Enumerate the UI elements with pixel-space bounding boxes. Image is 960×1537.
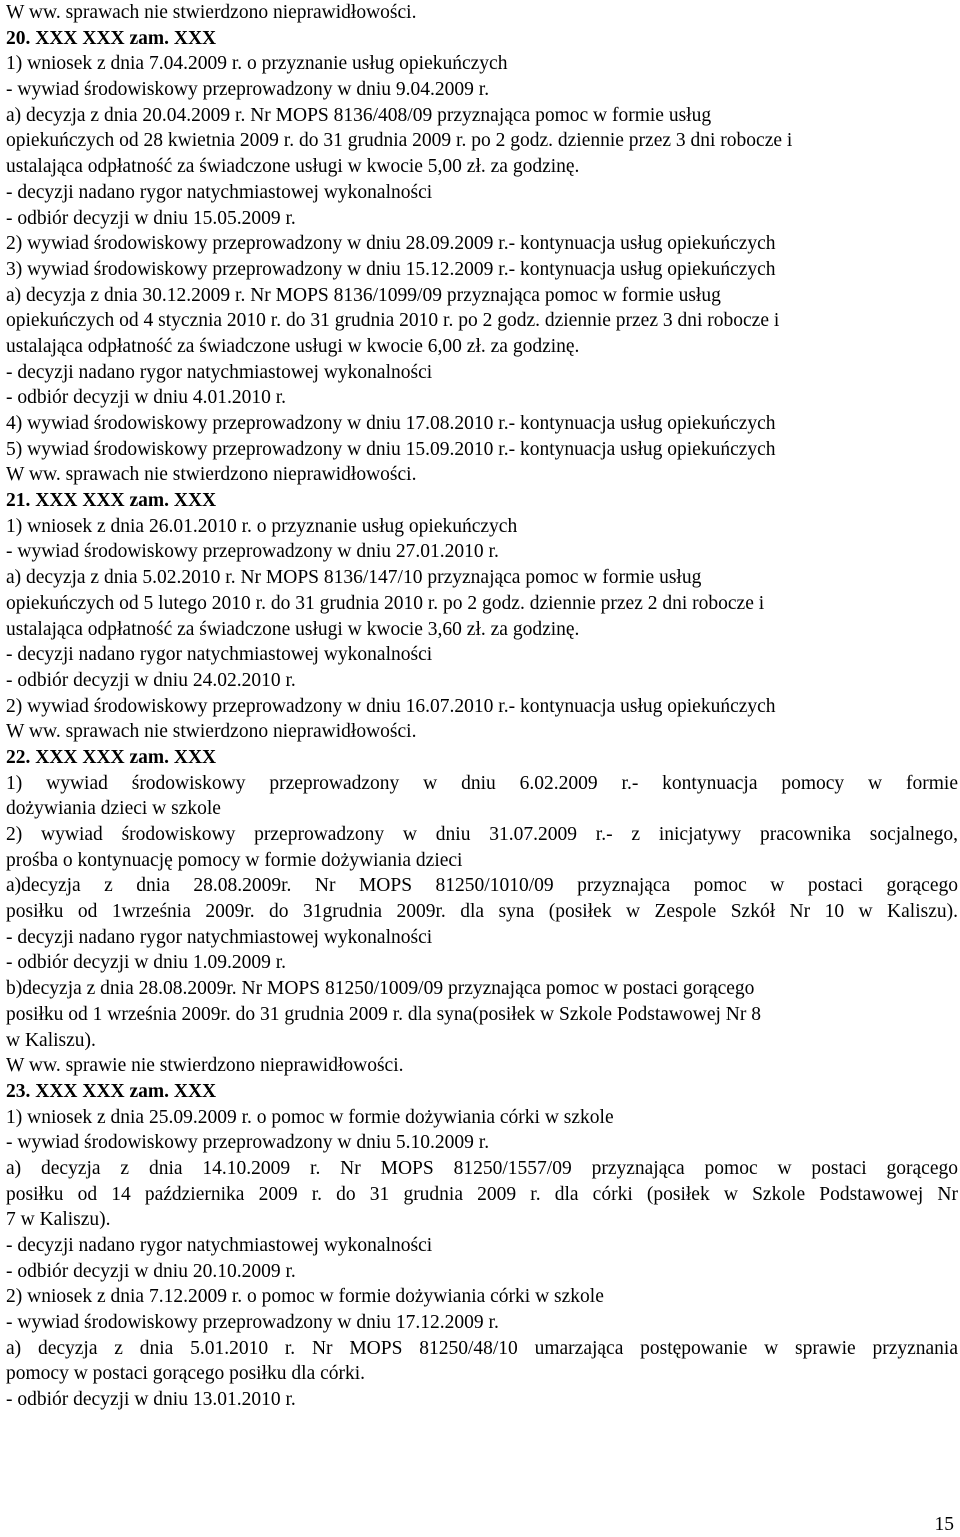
text-line: - odbiór decyzji w dniu 1.09.2009 r. xyxy=(6,952,286,974)
page-number: 15 xyxy=(934,1514,954,1535)
text-line: dożywiania dzieci w szkole xyxy=(6,798,221,820)
text-line: a) decyzja z dnia 20.04.2009 r. Nr MOPS 8136/408/09 przyznająca pomoc w formie usług xyxy=(6,104,712,126)
case-heading: 21. XXX XXX zam. XXX xyxy=(6,490,217,512)
text-line: a) decyzja z dnia 14.10.2009 r. Nr MOPS 81250/1557/09 przyznająca pomoc w postaci gorącego xyxy=(6,1157,958,1179)
text-line: a)decyzja z dnia 28.08.2009r. Nr MOPS 81250/1010/09 przyznająca pomoc w postaci gorącego xyxy=(6,875,958,897)
text-line: W ww. sprawie nie stwierdzono nieprawidłowości. xyxy=(6,1055,404,1077)
text-line: 5) wywiad środowiskowy przeprowadzony w dniu 15.09.2010 r.- kontynuacja usług opiekuńczych xyxy=(6,438,776,460)
text-line: - decyzji nadano rygor natychmiastowej wykonalności xyxy=(6,926,433,948)
text-line: prośba o kontynuację pomocy w formie dożywiania dzieci xyxy=(6,849,463,871)
text-line: 7 w Kaliszu). xyxy=(6,1209,111,1231)
text-line: 2) wywiad środowiskowy przeprowadzony w dniu 31.07.2009 r.- z inicjatywy pracownika socjalnego, xyxy=(6,824,958,845)
text-line: opiekuńczych od 28 kwietnia 2009 r. do 31 grudnia 2009 r. po 2 godz. dziennie przez 3 dni robocze i xyxy=(6,130,793,152)
text-line: - wywiad środowiskowy przeprowadzony w dniu 17.12.2009 r. xyxy=(6,1312,499,1334)
text-line: - decyzji nadano rygor natychmiastowej wykonalności xyxy=(6,361,433,383)
text-line: W ww. sprawach nie stwierdzono nieprawidłowości. xyxy=(6,721,417,743)
text-line: - odbiór decyzji w dniu 4.01.2010 r. xyxy=(6,387,286,409)
text-line: opiekuńczych od 4 stycznia 2010 r. do 31 grudnia 2010 r. po 2 godz. dziennie przez 3 dni robocze i xyxy=(6,310,780,332)
text-line: - odbiór decyzji w dniu 13.01.2010 r. xyxy=(6,1389,296,1411)
text-line: W ww. sprawach nie stwierdzono nieprawidłowości. xyxy=(6,2,417,23)
text-line: ustalająca odpłatność za świadczone usługi w kwocie 3,60 zł. za godzinę. xyxy=(6,618,580,640)
text-line: - wywiad środowiskowy przeprowadzony w dniu 5.10.2009 r. xyxy=(6,1132,490,1154)
text-line: W ww. sprawach nie stwierdzono nieprawidłowości. xyxy=(6,464,417,486)
text-line: - decyzji nadano rygor natychmiastowej wykonalności xyxy=(6,1235,433,1256)
text-line: - wywiad środowiskowy przeprowadzony w dniu 9.04.2009 r. xyxy=(6,79,490,101)
text-line: 1) wywiad środowiskowy przeprowadzony w dniu 6.02.2009 r.- kontynuacja pomocy w formie xyxy=(6,772,958,794)
text-line: 4) wywiad środowiskowy przeprowadzony w dniu 17.08.2010 r.- kontynuacja usług opiekuńczych xyxy=(6,413,776,434)
case-heading: 20. XXX XXX zam. XXX xyxy=(6,27,217,49)
text-line: 2) wywiad środowiskowy przeprowadzony w dniu 28.09.2009 r.- kontynuacja usług opiekuńczych xyxy=(6,233,776,255)
text-line: 1) wniosek z dnia 25.09.2009 r. o pomoc w formie dożywiania córki w szkole xyxy=(6,1106,614,1128)
text-line: posiłku od 1września 2009r. do 31grudnia 2009r. dla syna (posiłek w Zespole Szkół Nr 10 w Kaliszu). xyxy=(6,901,958,923)
text-line: - decyzji nadano rygor natychmiastowej wykonalności xyxy=(6,644,433,666)
text-line: posiłku od 14 października 2009 r. do 31 grudnia 2009 r. dla córki (posiłek w Szkole Podstawowej Nr xyxy=(6,1183,958,1205)
text-line: - decyzji nadano rygor natychmiastowej wykonalności xyxy=(6,181,433,203)
text-line: a) decyzja z dnia 5.02.2010 r. Nr MOPS 8136/147/10 przyznająca pomoc w formie usług xyxy=(6,567,702,589)
document-page xyxy=(6,0,958,1413)
text-line: - odbiór decyzji w dniu 20.10.2009 r. xyxy=(6,1260,296,1282)
text-line: - wywiad środowiskowy przeprowadzony w dniu 27.01.2010 r. xyxy=(6,541,499,563)
case-heading: 22. XXX XXX zam. XXX xyxy=(6,746,217,768)
text-line: - odbiór decyzji w dniu 15.05.2009 r. xyxy=(6,207,296,229)
text-line: - odbiór decyzji w dniu 24.02.2010 r. xyxy=(6,669,296,691)
text-line: posiłku od 1 września 2009r. do 31 grudnia 2009 r. dla syna(posiłek w Szkole Podstawowej Nr 8 xyxy=(6,1003,761,1025)
text-line: ustalająca odpłatność za świadczone usługi w kwocie 6,00 zł. za godzinę. xyxy=(6,335,580,357)
text-line: a) decyzja z dnia 5.01.2010 r. Nr MOPS 81250/48/10 umarzająca postępowanie w sprawie przyznania xyxy=(6,1337,958,1359)
text-line: 2) wniosek z dnia 7.12.2009 r. o pomoc w formie dożywiania córki w szkole xyxy=(6,1286,604,1308)
case-heading: 23. XXX XXX zam. XXX xyxy=(6,1080,217,1102)
text-line: 1) wniosek z dnia 7.04.2009 r. o przyznanie usług opiekuńczych xyxy=(6,53,508,75)
text-line: 3) wywiad środowiskowy przeprowadzony w dniu 15.12.2009 r.- kontynuacja usług opiekuńczych xyxy=(6,258,776,280)
text-line: b)decyzja z dnia 28.08.2009r. Nr MOPS 81250/1009/09 przyznająca pomoc w postaci gorącego xyxy=(6,978,755,1000)
text-line: opiekuńczych od 5 lutego 2010 r. do 31 grudnia 2010 r. po 2 godz. dziennie przez 2 dni robocze i xyxy=(6,592,765,614)
text-line: a) decyzja z dnia 30.12.2009 r. Nr MOPS 8136/1099/09 przyznająca pomoc w formie usług xyxy=(6,284,721,306)
text-line: w Kaliszu). xyxy=(6,1029,96,1051)
text-line: pomocy w postaci gorącego posiłku dla córki. xyxy=(6,1363,366,1385)
text-line: 2) wywiad środowiskowy przeprowadzony w dniu 16.07.2010 r.- kontynuacja usług opiekuńczych xyxy=(6,695,776,717)
text-line: 1) wniosek z dnia 26.01.2010 r. o przyznanie usług opiekuńczych xyxy=(6,515,518,537)
text-line: ustalająca odpłatność za świadczone usługi w kwocie 5,00 zł. za godzinę. xyxy=(6,156,580,178)
